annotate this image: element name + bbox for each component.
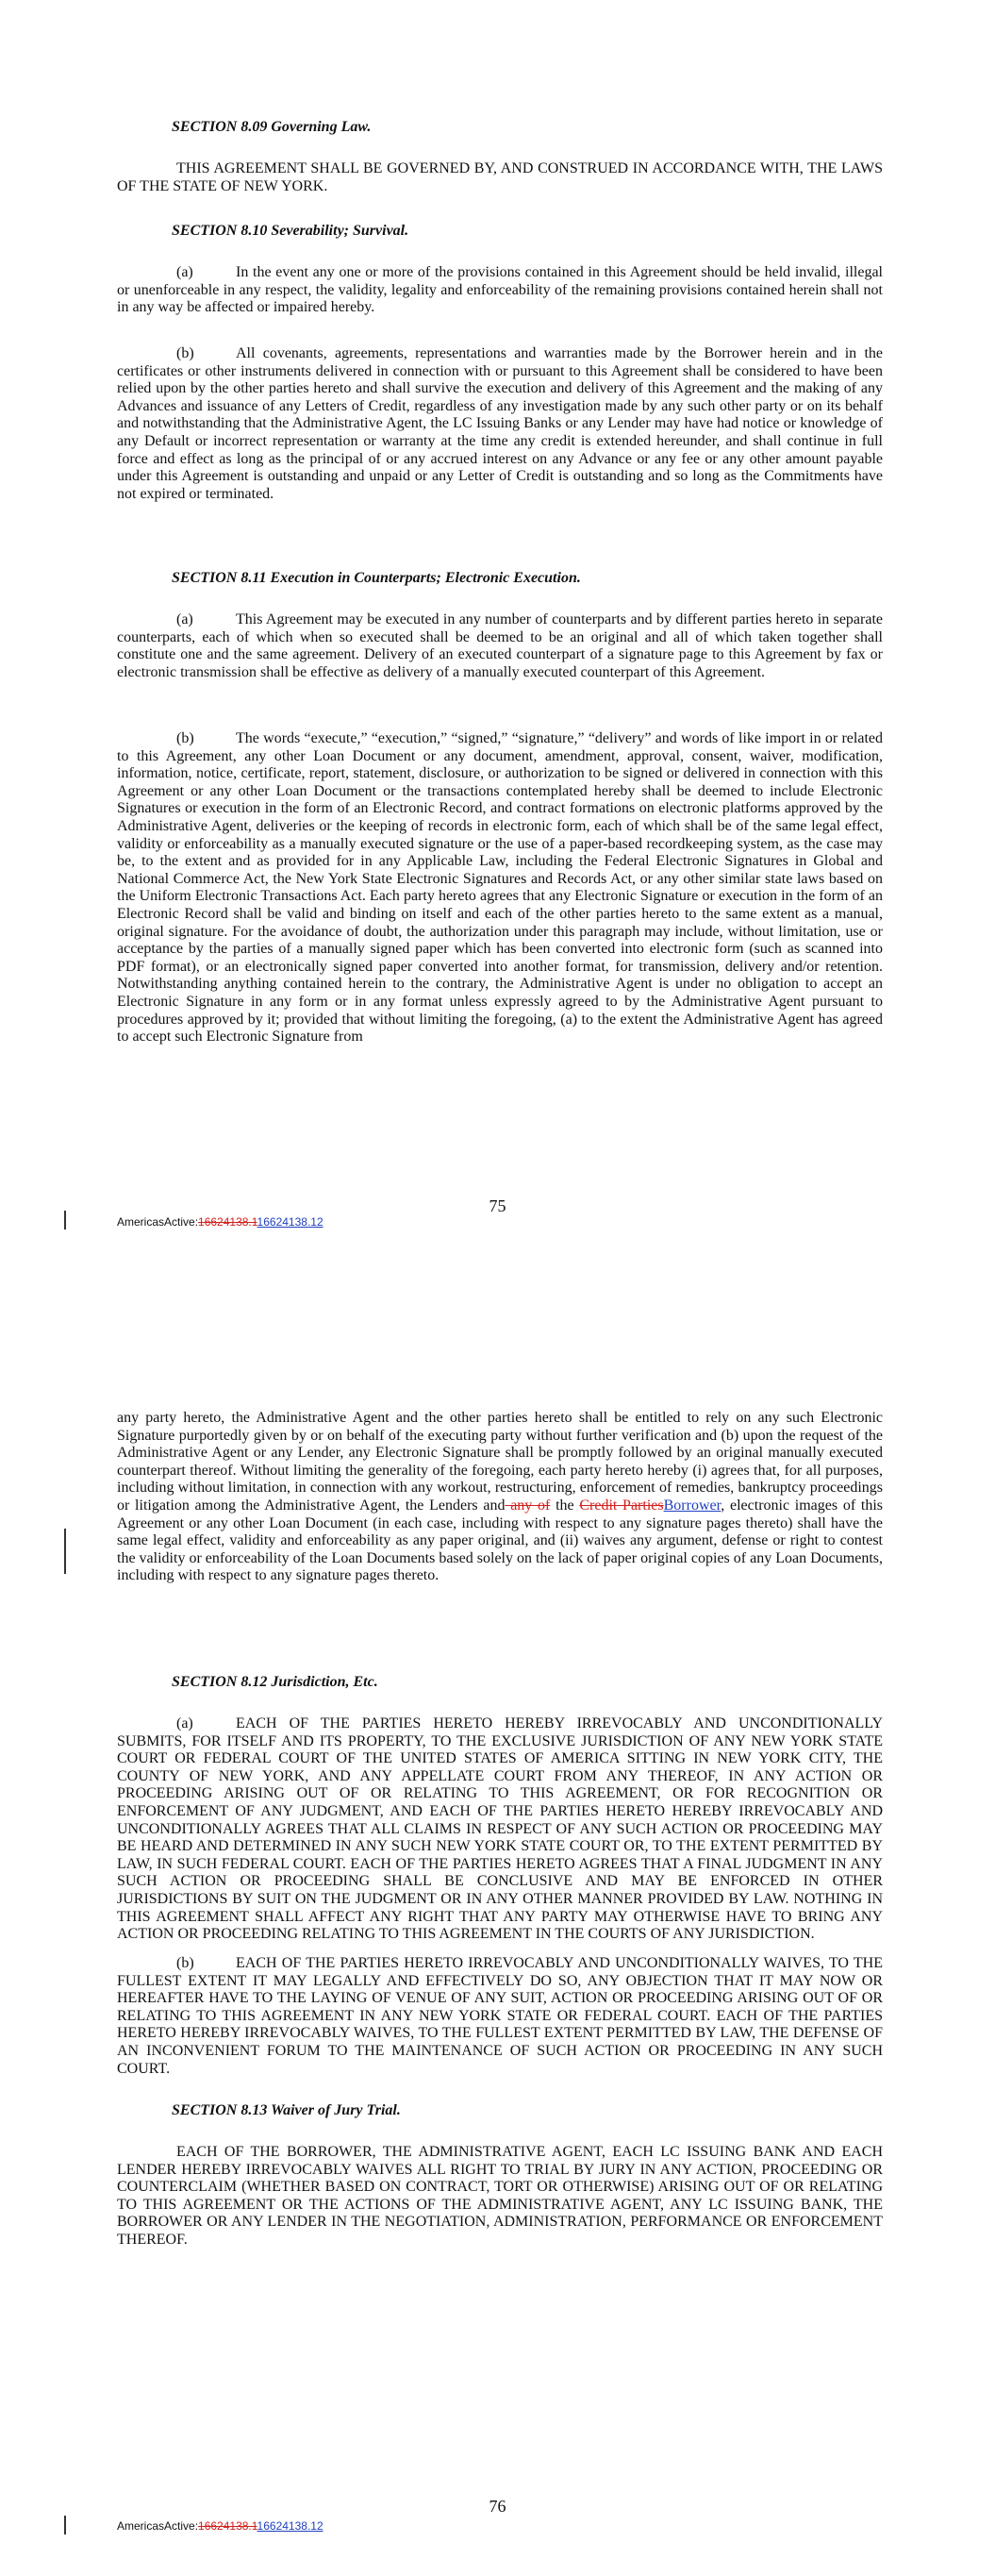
clause-text: This Agreement may be executed in any number of counterparts and by different parties hereto in separate counterparts, each of which when so executed shall be deemed to be an original and all of which taken together shall constitute one and the same agreement. Delivery of an executed counterpart of a signature page to this Agreement by fax or electronic transmission shall be effective as delivery of a manually executed counterpart of this Agreement. bbox=[117, 611, 883, 680]
section-8-13-text: EACH OF THE BORROWER, THE ADMINISTRATIVE AGENT, EACH LC ISSUING BANK AND EACH LENDER HEREBY IRREVOCABLY WAIVES ALL RIGHT TO TRIAL BY JURY IN ANY ACTION, PROCEEDING OR COUNTERCLAIM (WHETHER BASED ON CONTRACT, TORT OR OTHERWISE) ARISING OUT OF OR RELATING TO THIS AGREEMENT OR THE ACTIONS OF THE ADMINISTRATIVE AGENT, ANY LC ISSUING BANK, THE BORROWER OR ANY LENDER IN THE NEGOTIATION, ADMINISTRATION, PERFORMANCE OR ENFORCEMENT THEREOF. bbox=[117, 2144, 883, 2248]
footer-doc-id bbox=[117, 2519, 323, 2533]
clause-label: (a) bbox=[176, 264, 193, 280]
section-8-12-a bbox=[117, 1715, 883, 1944]
continued-text: , electronic images of this Agreement or any other Loan Document (in each case, including with respect to any signature pages thereto) shall have the same legal effect, validity and enforceability as any paper original, and (ii) waives any argument, defense or right to contest the validity or enforceability of the Loan Documents based solely on the lack of paper original copies of any Loan Documents, including with respect to any signature pages thereto. bbox=[117, 1497, 883, 1584]
clause-label: (b) bbox=[176, 345, 194, 361]
section-8-11-a bbox=[117, 611, 883, 681]
clause-text: EACH OF THE PARTIES HERETO HEREBY IRREVOCABLY AND UNCONDITIONALLY SUBMITS, FOR ITSELF AND ITS PROPERTY, TO THE EXCLUSIVE JURISDICTION OF ANY NEW YORK STATE COURT OR FEDERAL COURT OF THE UNITED STATES OF AMERICA SITTING IN NEW YORK CITY, THE COUNTY OF NEW YORK, AND ANY APPELLATE COURT FROM ANY THEREOF, IN ANY ACTION OR PROCEEDING ARISING OUT OF OR RELATING TO THIS AGREEMENT, OR FOR RECOGNITION OR ENFORCEMENT OF ANY JUDGMENT, AND EACH OF THE PARTIES HERETO HEREBY IRREVOCABLY AND UNCONDITIONALLY AGREES THAT ALL CLAIMS IN RESPECT OF ANY SUCH ACTION OR PROCEEDING MAY BE HEARD AND DETERMINED IN ANY SUCH NEW YORK STATE COURT OR, TO THE EXTENT PERMITTED BY LAW, IN SUCH FEDERAL COURT. EACH OF THE PARTIES HERETO AGREES THAT A FINAL JUDGMENT IN ANY SUCH ACTION OR PROCEEDING SHALL BE CONCLUSIVE AND MAY BE ENFORCED IN OTHER JURISDICTIONS BY SUIT ON THE JUDGMENT OR IN ANY OTHER MANNER PROVIDED BY LAW. NOTHING IN THIS AGREEMENT SHALL AFFECT ANY RIGHT THAT ANY PARTY MAY OTHERWISE HAVE TO BRING ANY ACTION OR PROCEEDING RELATING TO THIS AGREEMENT IN THE COURTS OF ANY JURISDICTION. bbox=[117, 1715, 883, 1943]
clause-label: (b) bbox=[176, 730, 194, 746]
inserted-text: Borrower bbox=[663, 1497, 721, 1514]
deleted-revision: 16624138.1 bbox=[198, 2519, 257, 2533]
change-bar bbox=[64, 2516, 66, 2534]
footer-prefix: AmericasActive: bbox=[117, 2519, 199, 2533]
inserted-revision: 16624138.12 bbox=[257, 1215, 323, 1229]
continued-text: the bbox=[550, 1497, 580, 1514]
section-8-09-heading: SECTION 8.09 Governing Law. bbox=[172, 119, 372, 135]
deleted-revision: 16624138.1 bbox=[198, 1215, 257, 1229]
section-8-09-text: THIS AGREEMENT SHALL BE GOVERNED BY, AND CONSTRUED IN ACCORDANCE WITH, THE LAWS OF THE STATE OF NEW YORK. bbox=[117, 160, 883, 194]
clause-label: (a) bbox=[176, 1715, 193, 1731]
footer-doc-id bbox=[117, 1215, 323, 1229]
page-76 bbox=[0, 1274, 995, 2576]
page-75 bbox=[0, 0, 995, 1274]
section-8-11-b bbox=[117, 730, 883, 1046]
change-bar bbox=[64, 1211, 66, 1229]
clause-text: The words “execute,” “execution,” “signed,” “signature,” “delivery” and words of like import in or related to this Agreement, any other Loan Document or any document, amendment, approval, consent, waiver, modification, information, notice, certificate, report, statement, disclosure, or authorization to be signed or delivered in connection with this Agreement or any other Loan Document or the transactions contemplated hereby shall be deemed to include Electronic Signatures or execution in the form of an Electronic Record, and contract formations on electronic platforms approved by the Administrative Agent, deliveries or the keeping of records in electronic form, each of which shall be of the same legal effect, validity or enforceability as a manually executed signature or the use of a paper-based recordkeeping system, as the case may be, to the extent and as provided for in any Applicable Law, including the Federal Electronic Signatures in Global and National Commerce Act, the New York State Electronic Signatures and Records Act, or any other similar state laws based on the Uniform Electronic Transactions Act. Each party hereto agrees that any Electronic Signature or execution in the form of an Electronic Record shall be valid and binding on itself and each of the other parties hereto to the same extent as a manual, original signature. For the avoidance of doubt, the authorization under this paragraph may include, without limitation, use or acceptance by the parties of a manually signed paper which has been converted into electronic form (such as scanned into PDF format), or an electronically signed paper converted into another format, for transmission, delivery and/or retention. Notwithstanding anything contained herein to the contrary, the Administrative Agent is under no obligation to accept an Electronic Signature in any form or in any format unless expressly agreed to by the Administrative Agent pursuant to procedures approved by it; provided that without limiting the foregoing, (a) to the extent the Administrative Agent has agreed to accept such Electronic Signature from bbox=[117, 730, 883, 1045]
section-8-10-b bbox=[117, 345, 883, 503]
continued-text: any party hereto, the Administrative Agent and the other parties hereto shall be entitled to rely on any such Electronic Signature purportedly given by or on behalf of the executing party without further verification and (b) upon the request of the Administrative Agent or any Lender, any Electronic Signature shall be promptly followed by an original manually executed counterpart thereof. Without limiting the generality of the foregoing, each party hereto hereby (i) agrees that, for all purposes, including without limitation, in connection with any workout, restructuring, enforcement of remedies, bankruptcy proceedings or litigation among the Administrative Agent, the Lenders and bbox=[117, 1410, 883, 1514]
clause-text: EACH OF THE PARTIES HERETO IRREVOCABLY AND UNCONDITIONALLY WAIVES, TO THE FULLEST EXTENT IT MAY LEGALLY AND EFFECTIVELY DO SO, ANY OBJECTION THAT IT MAY NOW OR HEREAFTER HAVE TO THE LAYING OF VENUE OF ANY SUIT, ACTION OR PROCEEDING ARISING OUT OF OR RELATING TO THIS AGREEMENT IN ANY NEW YORK STATE OR FEDERAL COURT. EACH OF THE PARTIES HERETO HEREBY IRREVOCABLY WAIVES, TO THE FULLEST EXTENT PERMITTED BY LAW, THE DEFENSE OF AN INCONVENIENT FORUM TO THE MAINTENANCE OF SUCH ACTION OR PROCEEDING IN ANY SUCH COURT. bbox=[117, 1955, 883, 2077]
section-8-11-heading: SECTION 8.11 Execution in Counterparts; Electronic Execution. bbox=[172, 570, 581, 586]
page-number: 76 bbox=[489, 2497, 506, 2516]
clause-label: (a) bbox=[176, 611, 193, 627]
clause-text: In the event any one or more of the provisions contained in this Agreement should be held invalid, illegal or unenforceable in any respect, the validity, legality and enforceability of the remaining provisions contained herein shall not in any way be affected or impaired hereby. bbox=[117, 264, 883, 316]
footer-prefix: AmericasActive: bbox=[117, 1215, 199, 1229]
section-8-12-b bbox=[117, 1955, 883, 2078]
deleted-text: any of bbox=[505, 1497, 551, 1514]
section-8-10-heading: SECTION 8.10 Severability; Survival. bbox=[172, 223, 409, 239]
section-8-10-a bbox=[117, 264, 883, 317]
inserted-revision: 16624138.12 bbox=[257, 2519, 323, 2533]
page-number: 75 bbox=[489, 1196, 506, 1215]
clause-text: All covenants, agreements, representations and warranties made by the Borrower herein and in the certificates or other instruments delivered in connection with or pursuant to this Agreement shall be considered to have been relied upon by the other parties hereto and shall survive the execution and delivery of this Agreement and the making of any Advances and issuance of any Letters of Credit, regardless of any investigation made by any such other party or on its behalf and notwithstanding that the Administrative Agent, the LC Issuing Banks or any Lender may have had notice or knowledge of any Default or incorrect representation or warranty at the time any credit is extended hereunder, and shall continue in full force and effect as long as the principal of or any accrued interest on any Advance or any fee or any other amount payable under this Agreement is outstanding and unpaid or any Letter of Credit is outstanding and so long as the Commitments have not expired or terminated. bbox=[117, 345, 883, 502]
change-bar bbox=[64, 1529, 66, 1574]
section-8-12-heading: SECTION 8.12 Jurisdiction, Etc. bbox=[172, 1674, 378, 1690]
clause-label: (b) bbox=[176, 1955, 194, 1971]
deleted-text: Credit Parties bbox=[579, 1497, 664, 1514]
section-8-11-continued bbox=[117, 1410, 883, 1585]
section-8-13-heading: SECTION 8.13 Waiver of Jury Trial. bbox=[172, 2102, 401, 2118]
